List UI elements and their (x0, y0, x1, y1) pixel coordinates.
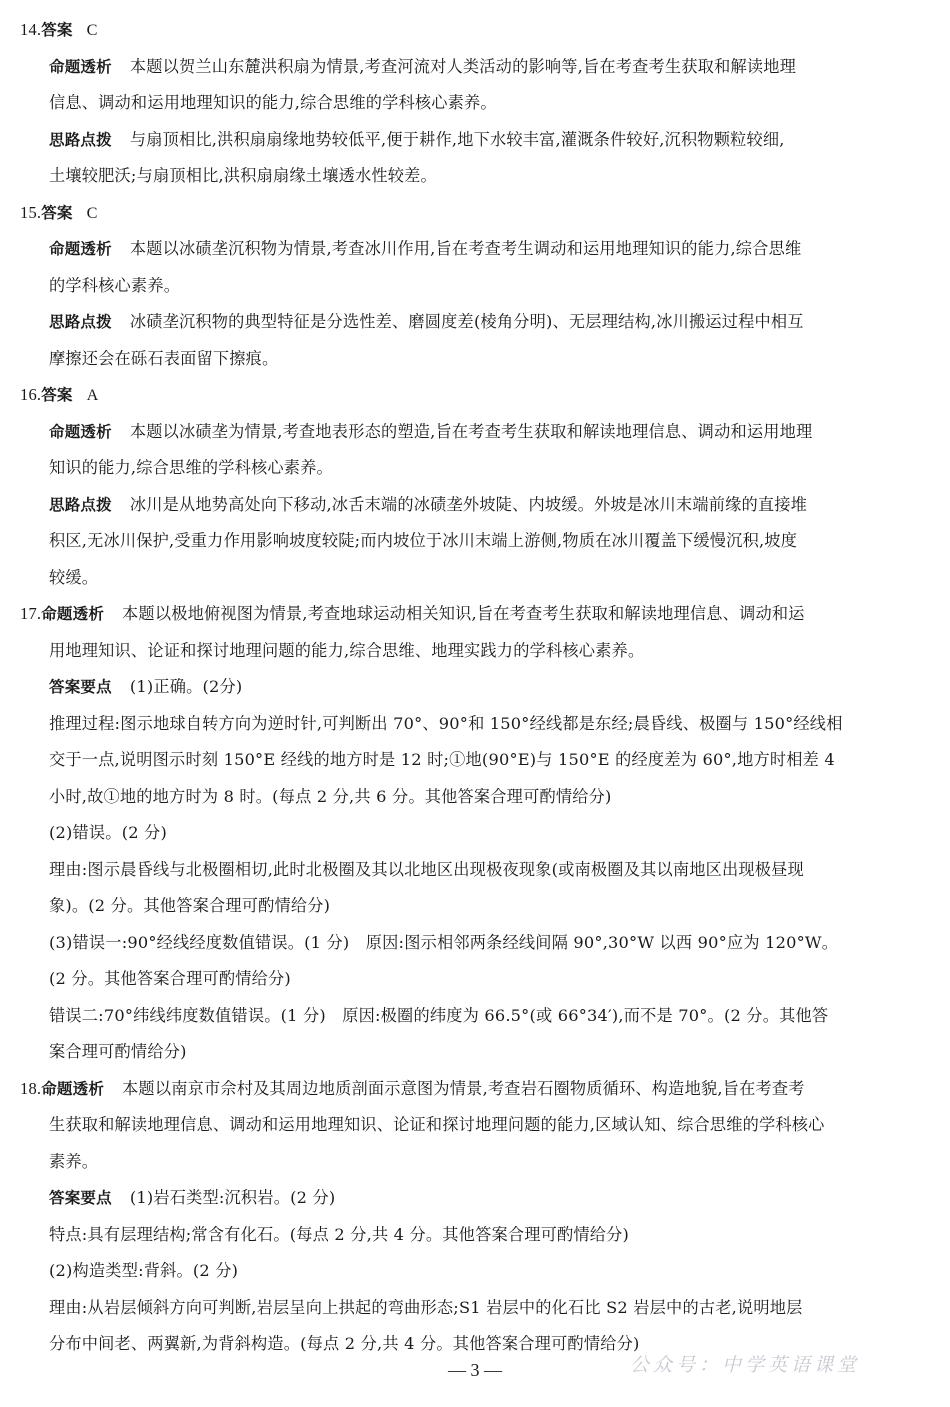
key-points-text: (2 分。其他答案合理可酌情给分) (49, 969, 291, 988)
q16-hint-cont (0, 523, 929, 560)
key-points-text: (2)构造类型:背斜。(2 分) (49, 1261, 239, 1280)
q17-key-points (0, 669, 929, 706)
analysis-text: 本题以南京市佘村及其周边地质剖面示意图为情景,考查岩石圈物质循环、构造地貌,旨在考查考 (122, 1078, 805, 1098)
answer-value: C (86, 203, 98, 222)
question-number: 14. (20, 20, 42, 39)
q14-hint (0, 122, 929, 159)
q15-analysis (0, 231, 929, 268)
key-points-label: 答案要点 (49, 678, 112, 696)
key-points-text: (1)正确。(2分) (129, 677, 243, 696)
key-points-text: 理由:图示晨昏线与北极圈相切,此时北极圈及其以北地区出现极夜现象(或南极圈及其以南地区出现极昼现 (49, 859, 804, 879)
answer-label: 答案 (41, 386, 73, 404)
hint-text: 摩擦还会在砾石表面留下擦痕。 (49, 348, 279, 368)
answer-value: A (86, 386, 99, 404)
key-points-text: 错误二:70°纬线纬度数值错误。(1 分) 原因:极圈的纬度为 66.5°(或 66°34′),而不是 70°。(2 分。其他答 (49, 1005, 829, 1025)
answer-page (0, 12, 950, 1363)
q17-key-line (0, 779, 929, 816)
key-points-text: 象)。(2 分。其他答案合理可酌情给分) (49, 896, 331, 915)
key-points-text: 交于一点,说明图示时刻 150°E 经线的地方时是 12 时;①地(90°E)与 150°E 的经度差为 60°,地方时相差 4 (49, 750, 835, 769)
key-points-text: (2)错误。(2 分) (49, 823, 167, 842)
q17-analysis (0, 596, 950, 633)
key-points-text: 小时,故①地的地方时为 8 时。(每点 2 分,共 6 分。其他答案合理可酌情给分) (49, 786, 612, 806)
analysis-text: 生获取和解读地理信息、调动和运用地理知识、论证和探讨地理问题的能力,区域认知、综合思维的学科核心 (49, 1115, 825, 1134)
analysis-text: 用地理知识、论证和探讨地理问题的能力,综合思维、地理实践力的学科核心素养。 (49, 640, 645, 660)
q16-answer-line (0, 377, 950, 414)
page-number: — 3 — (448, 1360, 502, 1380)
q17-key-line (0, 961, 929, 998)
analysis-label: 命题透析 (49, 240, 112, 258)
q17-key-line (0, 925, 929, 962)
hint-text: 冰碛垄沉积物的典型特征是分选性差、磨圆度差(棱角分明)、无层理结构,冰川搬运过程中相互 (129, 312, 804, 331)
q16-hint (0, 487, 929, 524)
q14-answer-line (0, 12, 950, 49)
answer-label: 答案 (41, 203, 73, 222)
key-points-text: 推理过程:图示地球自转方向为逆时针,可判断出 70°、90°和 150°经线都是东经;晨昏线、极圈与 150°经线相 (49, 713, 843, 733)
analysis-text: 知识的能力,综合思维的学科核心素养。 (49, 458, 333, 477)
analysis-text: 本题以极地俯视图为情景,考查地球运动相关知识,旨在考查考生获取和解读地理信息、调动和运 (122, 604, 805, 623)
question-number: 16. (20, 385, 42, 404)
hint-text: 较缓。 (49, 567, 99, 587)
q15-analysis-cont (0, 268, 929, 305)
q17-key-line (0, 815, 929, 852)
q18-key-line (0, 1290, 929, 1327)
hint-text: 土壤较肥沃;与扇顶相比,洪积扇扇缘土壤透水性较差。 (49, 166, 437, 185)
hint-text: 积区,无冰川保护,受重力作用影响坡度较陡;而内坡位于冰川末端上游侧,物质在冰川覆盖下缓慢沉积,坡度 (49, 531, 798, 550)
key-points-text: 理由:从岩层倾斜方向可判断,岩层呈向上拱起的弯曲形态;S1 岩层中的化石比 S2 岩层中的古老,说明地层 (49, 1297, 803, 1317)
analysis-label: 命题透析 (49, 422, 112, 441)
analysis-label: 命题透析 (41, 605, 105, 623)
analysis-text: 信息、调动和运用地理知识的能力,综合思维的学科核心素养。 (49, 93, 497, 112)
key-points-text: 分布中间老、两翼新,为背斜构造。(每点 2 分,共 4 分。其他答案合理可酌情给分) (49, 1334, 640, 1353)
analysis-text: 本题以贺兰山东麓洪积扇为情景,考查河流对人类活动的影响等,旨在考查考生获取和解读地理 (129, 56, 797, 76)
q15-answer-line (0, 195, 950, 232)
question-number: 18. (20, 1078, 42, 1098)
q17-key-line (0, 852, 929, 889)
q18-key-line (0, 1217, 929, 1254)
hint-label: 思路点拨 (49, 313, 112, 331)
watermark: 公众号：中学英语课堂 (630, 1354, 861, 1376)
hint-label: 思路点拨 (49, 495, 112, 514)
q14-analysis (0, 49, 929, 86)
hint-text: 冰川是从地势高处向下移动,冰舌末端的冰碛垄外坡陡、内坡缓。外坡是冰川末端前缘的直接堆 (129, 494, 808, 514)
key-points-text: 特点:具有层理结构;常含有化石。(每点 2 分,共 4 分。其他答案合理可酌情给分) (49, 1224, 630, 1244)
q15-hint (0, 304, 929, 341)
q14-analysis-cont (0, 85, 929, 122)
analysis-label: 命题透析 (49, 57, 112, 76)
hint-text: 与扇顶相比,洪积扇扇缘地势较低平,便于耕作,地下水较丰富,灌溉条件较好,沉积物颗粒较细, (129, 129, 785, 149)
q16-analysis (0, 414, 929, 451)
q18-analysis-cont (0, 1107, 929, 1144)
q18-analysis-cont (0, 1144, 929, 1181)
key-points-label: 答案要点 (49, 1189, 112, 1207)
question-number: 15. (20, 202, 42, 222)
q18-key-points (0, 1180, 929, 1217)
question-number: 17. (20, 604, 42, 623)
analysis-text: 素养。 (49, 1151, 99, 1171)
q18-analysis (0, 1071, 950, 1108)
key-points-text: (1)岩石类型:沉积岩。(2 分) (129, 1188, 336, 1207)
key-points-text: 案合理可酌情给分) (49, 1042, 187, 1061)
q16-analysis-cont (0, 450, 929, 487)
q17-key-line (0, 706, 929, 743)
key-points-text: (3)错误一:90°经线经度数值错误。(1 分) 原因:图示相邻两条经线间隔 90°,30°W 以西 90°应为 120°W。 (49, 932, 839, 952)
analysis-text: 本题以冰碛垄沉积物为情景,考查冰川作用,旨在考查考生调动和运用地理知识的能力,综合思维 (129, 239, 802, 258)
q17-key-line (0, 1034, 929, 1071)
q18-key-line (0, 1253, 929, 1290)
hint-label: 思路点拨 (49, 130, 112, 149)
analysis-label: 命题透析 (41, 1079, 105, 1098)
answer-label: 答案 (41, 21, 73, 39)
q15-hint-cont (0, 341, 929, 378)
q16-hint-cont (0, 560, 929, 597)
q17-key-line (0, 888, 929, 925)
q17-analysis-cont (0, 633, 929, 670)
q17-key-line (0, 742, 929, 779)
analysis-text: 的学科核心素养。 (49, 275, 181, 295)
q17-key-line (0, 998, 929, 1035)
analysis-text: 本题以冰碛垄为情景,考查地表形态的塑造,旨在考查考生获取和解读地理信息、调动和运用地理 (129, 421, 813, 441)
answer-value: C (86, 21, 98, 39)
q14-hint-cont (0, 158, 929, 195)
